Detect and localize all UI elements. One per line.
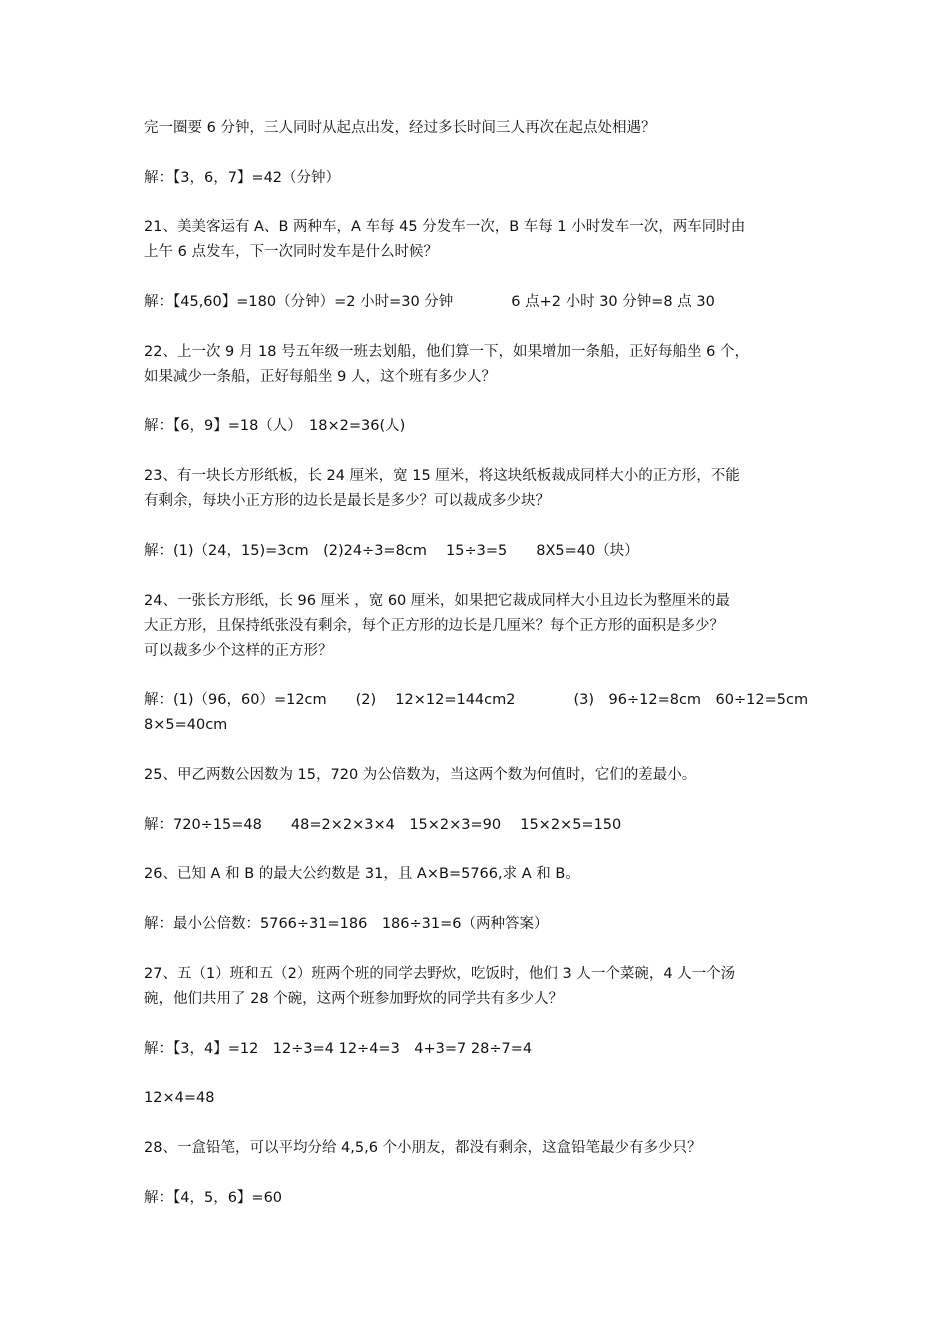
solution-27-line-1: 解：【3，4】=12 12÷3=4 12÷4=3 4+3=7 28÷7=4 <box>144 1041 533 1057</box>
solution-28: 解：【4，5，6】=60 <box>144 1190 283 1206</box>
problem-22-line-1: 22、上一次 9 月 18 号五年级一班去划船，他们算一下，如果增加一条船，正好每船坐 6 个， <box>144 344 750 360</box>
solution-25: 解：720÷15=48 48=2×2×3×4 15×2×3=90 15×2×5=150 <box>144 817 622 833</box>
solution-24-line-2: 8×5=40cm <box>144 717 228 733</box>
solution-23: 解：(1)（24，15)=3cm (2)24÷3=8cm 15÷3=5 8X5=40（块） <box>144 543 639 559</box>
problem-24-line-3: 可以裁多少个这样的正方形？ <box>144 643 333 659</box>
problem-23-line-2: 有剩余，每块小正方形的边长是最长是多少？可以裁成多少块？ <box>144 493 550 509</box>
solution-27-line-2: 12×4=48 <box>144 1090 215 1106</box>
problem-20-text-end: 完一圈要 6 分钟，三人同时从起点出发，经过多长时间三人再次在起点处相遇？ <box>144 120 656 136</box>
problem-26: 26、已知 A 和 B 的最大公约数是 31，且 A×B=5766,求 A 和 B。 <box>144 866 580 882</box>
solution-22: 解：【6，9】=18（人） 18×2=36(人) <box>144 418 406 434</box>
solution-21: 解：【45,60】=180（分钟）=2 小时=30 分钟 6 点+2 小时 30 分钟=8 点 30 <box>144 294 715 310</box>
problem-24-line-1: 24、一张长方形纸，长 96 厘米 ，宽 60 厘米，如果把它裁成同样大小且边长为整厘米的最 <box>144 593 730 609</box>
solution-20: 解：【3，6，7】=42（分钟） <box>144 170 341 186</box>
problem-23-line-1: 23、有一块长方形纸板，长 24 厘米，宽 15 厘米，将这块纸板裁成同样大小的正方形，不能 <box>144 468 740 484</box>
solution-24-line-1: 解：(1)（96，60）=12cm (2) 12×12=144cm2 (3) 96÷12=8cm 60÷12=5cm <box>144 692 809 708</box>
problem-28: 28、一盒铅笔，可以平均分给 4,5,6 个小朋友，都没有剩余，这盒铅笔最少有多少只？ <box>144 1140 702 1156</box>
problem-27-line-2: 碗，他们共用了 28 个碗，这两个班参加野炊的同学共有多少人？ <box>144 991 564 1007</box>
solution-26: 解：最小公倍数：5766÷31=186 186÷31=6（两种答案） <box>144 916 549 932</box>
problem-22-line-2: 如果减少一条船，正好每船坐 9 人，这个班有多少人？ <box>144 369 496 385</box>
problem-21-line-1: 21、美美客运有 A、B 两种车，A 车每 45 分发车一次，B 车每 1 小时发车一次，两车同时由 <box>144 219 746 235</box>
problem-27-line-1: 27、五（1）班和五（2）班两个班的同学去野炊，吃饭时，他们 3 人一个菜碗，4 人一个汤 <box>144 966 736 982</box>
problem-24-line-2: 大正方形，且保持纸张没有剩余，每个正方形的边长是几厘米？每个正方形的面积是多少？ <box>144 618 724 634</box>
problem-21-line-2: 上午 6 点发车，下一次同时发车是什么时候？ <box>144 244 438 260</box>
problem-25: 25、甲乙两数公因数为 15，720 为公倍数为，当这两个数为何值时，它们的差最小。 <box>144 767 697 783</box>
